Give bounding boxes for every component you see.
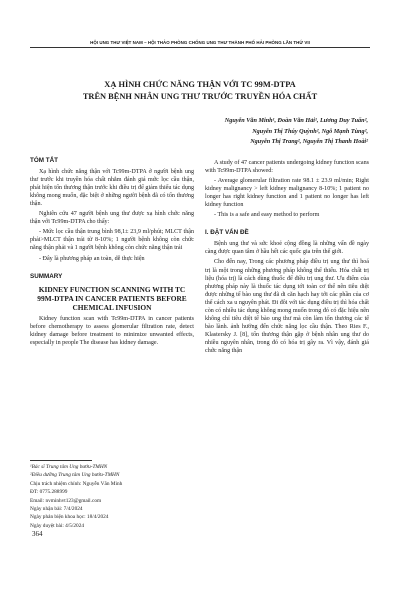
- intro-paragraph: Cho đến nay, Trong các phương pháp điều trị ung thư thì hoá trị là một trong những phương pháp không thể thiếu. Hóa chất trị liệu (hóa trị) là cách dùng thuốc để điều trị ung thư. Ưu điểm của phương pháp này là thuốc tác dụng tới toàn cơ thể nên tiêu diệt được những tế bào ung thư đã di căn hạch hay tới các phần của cơ thể cách xa u nguyên phát. Đi đôi với tác dụng điều trị thì hóa chất còn có nhiều tác dụng không mong muốn trong đó có đặc hiệu nên không chỉ tiêu diệt tế bào ung thư mà còn làm tổn thương các tế bào lành. ảnh hưởng đến chức năng lọc cầu thận. Theo Ries F., Klastersky J. [8], tổn thương thận gặp ở bệnh nhân ung thư do nhiều nguyên nhân, trong đó có hóa trị gây ra. Vì vậy, đánh giá chức năng thận: [205, 259, 369, 354]
- summary-vi-paragraph: Nghiên cứu 47 người bệnh ung thư được xạ hình chức năng thận với Tc99m-DTPA cho thấy:: [30, 211, 194, 226]
- footnote-affiliation-1: ¹Bác sĩ Trung tâm Ung bướu-TMHN: [30, 464, 108, 470]
- summary-vi-heading: TÓM TẮT: [30, 157, 58, 164]
- accepted-date: Ngày duyệt bài: 4/5/2024: [30, 522, 84, 529]
- received-date: Ngày nhận bài: 7/4/2024: [30, 506, 83, 513]
- right-column: [205, 157, 369, 357]
- summary-en-result: - Average glomerular filtration rate 98.1 ± 23.9 ml/min; Right kidney malignancy > left kidney malignancy 8-10%; 1 patient no longer has right kidney function and 1 patient no longer has left kidney function: [205, 178, 369, 209]
- footnotes: [30, 460, 194, 530]
- author-list: [128, 116, 368, 148]
- summary-en-paragraph: Kidney function scan with Tc99m-DTPA in cancer patients before chemotherapy to assess glomerular filtration rate, detect kidney damage before treatment to minimize unwanted effects, especially in people The disease has kidney damage.: [30, 315, 194, 346]
- header-rule: [30, 47, 370, 48]
- journal-header: HỘI UNG THƯ VIỆT NAM – HỘI THẢO PHÒNG CHỐNG UNG THƯ THÀNH PHỐ HẢI PHÒNG LẦN THỨ VII: [90, 40, 310, 45]
- authors-line-2: Nguyễn Thị Thúy Quỳnh², Ngô Mạnh Tùng²,: [252, 127, 368, 135]
- authors-line-3: Nguyễn Thị Trang², Nguyễn Thị Thanh Hoài²: [250, 138, 368, 145]
- email: Email: nvminhvt123@gmail.com: [30, 497, 102, 504]
- summary-en-paragraph: A study of 47 cancer patients undergoing kidney function scans with Tc99m-DTPA showed:: [205, 160, 369, 175]
- corresponding-author: Chịu trách nhiệm chính: Nguyễn Văn Minh: [30, 480, 123, 487]
- intro-heading: I. ĐẶT VẤN ĐỀ: [205, 229, 249, 237]
- review-date: Ngày phản biện khoa học: 18/4/2024: [30, 514, 109, 521]
- summary-vi-result: - Mức lọc cầu thận trung bình 98,1± 23,9 ml/phút; MLCT thận phải>MLCT thận trái từ 8-10%; 1 người bệnh không còn chức năng thận phải và 1 người bệnh không còn chức năng thận trái: [30, 229, 194, 252]
- footnote-rule: [30, 460, 92, 461]
- page-number: 364: [32, 530, 43, 538]
- title-line-2: TRÊN BỆNH NHÂN UNG THƯ TRƯỚC TRUYỀN HÓA CHẤT: [82, 92, 318, 101]
- title-line-1: XẠ HÌNH CHỨC NĂNG THẬN VỚI TC 99M-DTPA: [104, 80, 296, 89]
- footnote-affiliation-2: ²Điều dưỡng Trung tâm Ung bướu-TMHN: [30, 472, 120, 479]
- summary-en-heading: SUMMARY: [30, 272, 63, 280]
- intro-paragraph: Bệnh ung thư và sức khoẻ cộng đồng là những vấn đề ngày càng được quan tâm ở hầu hết các quốc gia trên thế giới.: [205, 241, 369, 256]
- summary-vi-result: - Đây là phương pháp an toàn, dễ thực hiện: [39, 255, 145, 262]
- summary-vi-paragraph: Xạ hình chức năng thận với Tc99m-DTPA ở người bệnh ung thư trước khi truyền hóa chất nhằm đánh giá mức lọc cầu thận, phát hiện tổn thương thận trước khi điều trị để giảm thiểu tác dụng không mong muốn, đặc biệt ở những người bệnh đã có tổn thương thận.: [30, 169, 194, 208]
- summary-en-title: KIDNEY FUNCTION SCANNING WITH TC 99M-DTPA IN CANCER PATIENTS BEFORE CHEMICAL INFUSION: [37, 284, 187, 312]
- summary-en-result: - This is a safe and easy method to perform: [214, 212, 320, 219]
- left-column: [30, 157, 194, 349]
- paper-title: [30, 79, 370, 103]
- authors-line-1: Nguyễn Văn Minh¹, Đoàn Văn Hải¹, Lương Duy Tuấn²,: [224, 117, 368, 124]
- phone: ĐT: 0775.288999: [30, 489, 68, 496]
